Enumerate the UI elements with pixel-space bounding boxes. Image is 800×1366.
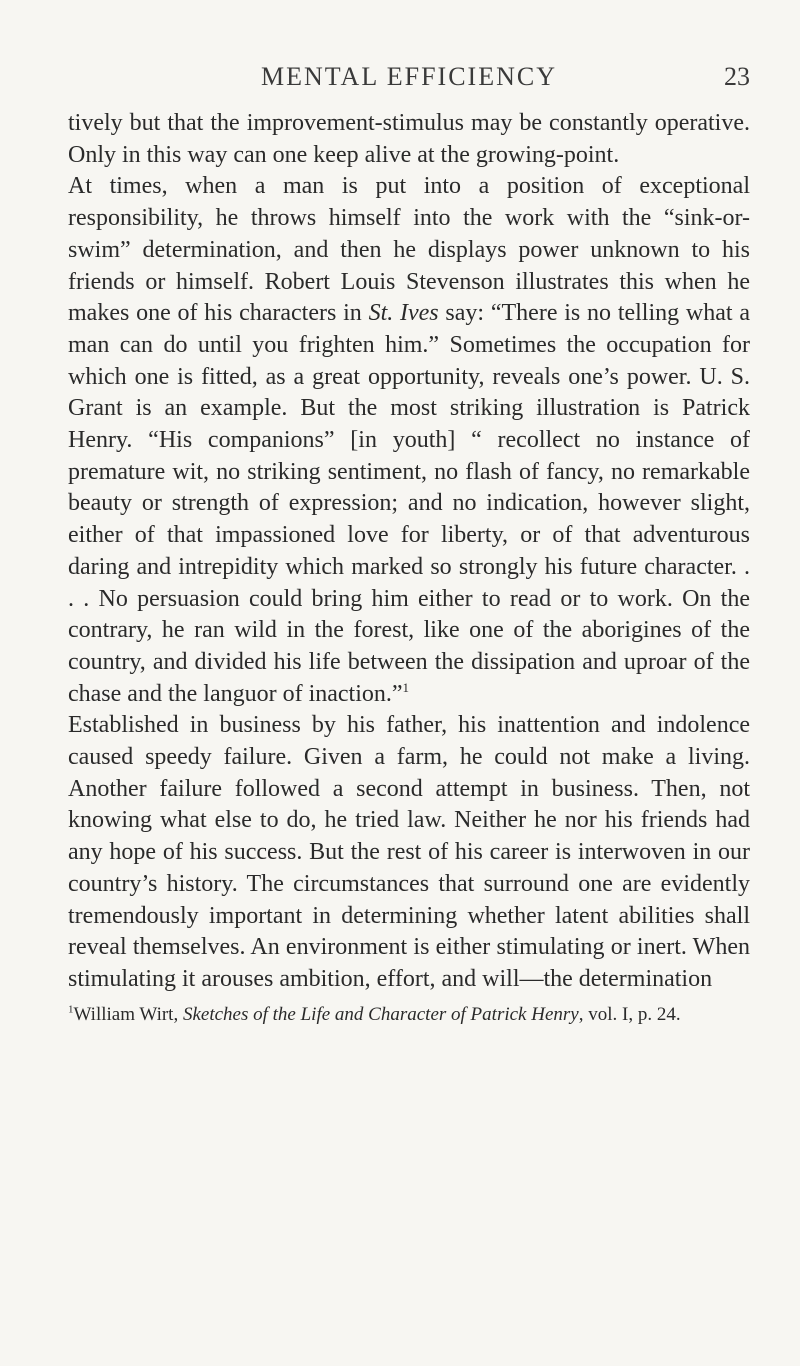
paragraph-2-part-2: say: “There is no telling what a man can do until you frighten him.” Sometimes the occupation for which one is fitted, as a great opportunity, reveals one’s power. U. S. Grant is an example. But the most striking illustration is Patrick Henry. “His companions” [in youth] “ recollect no instance of premature wit, no striking sentiment, no flash of fancy, no remarkable beauty or strength of expression; and no indication, however slight, either of that impassioned love for liberty, or of that adventurous daring and intrepidity which marked so strongly his future character. . . . No persuasion could bring him either to read or to work. On the contrary, he ran wild in the forest, like one of the aborigines of the country, and divided his life between the dissipation and uproar of the chase and the languor of inaction.” <box>68 300 751 707</box>
book-page <box>68 62 750 1027</box>
footnote-marker: 1 <box>68 1003 74 1016</box>
running-title: MENTAL EFFICIENCY <box>260 62 557 91</box>
paragraph-2-part-1: At times, when a man is put into a position of exceptional responsibility, he throws himself into the work with the “sink-or-swim” determination, and then he displays power unknown to his friends or himself. Robert Louis Stevenson illustrates this when he makes one of his characters in <box>68 173 750 327</box>
page-header <box>68 62 750 102</box>
footnote-citation: , vol. I, p. 24. <box>578 1003 681 1025</box>
body-text <box>68 108 750 996</box>
footnote-author: William Wirt, <box>73 1003 183 1025</box>
paragraph-1: tively but that the improvement-stimulus may be constantly operative. Only in this way can one keep alive at the growing-point. <box>68 110 750 168</box>
paragraph-3: Established in business by his father, his inattention and indolence caused speedy failure. Given a farm, he could not make a living. Another failure followed a second attempt in business. Then, not knowing what else to do, he tried law. Neither he nor his friends had any hope of his success. But the rest of his career is interwoven in our country’s history. The circumstances that surround one are evidently tremendously important in determining whether latent abilities shall reveal themselves. An environment is either stimulating or inert. When stimulating it arouses ambition, effort, and will—the determination <box>68 712 750 992</box>
footnote-reference: 1 <box>402 679 410 695</box>
footnote <box>68 1002 750 1027</box>
book-title-st-ives: St. Ives <box>368 300 439 327</box>
page-number: 23 <box>724 62 750 91</box>
footnote-title: Sketches of the Life and Character of Patrick Henry <box>182 1003 579 1025</box>
paragraph-2 <box>68 171 750 710</box>
